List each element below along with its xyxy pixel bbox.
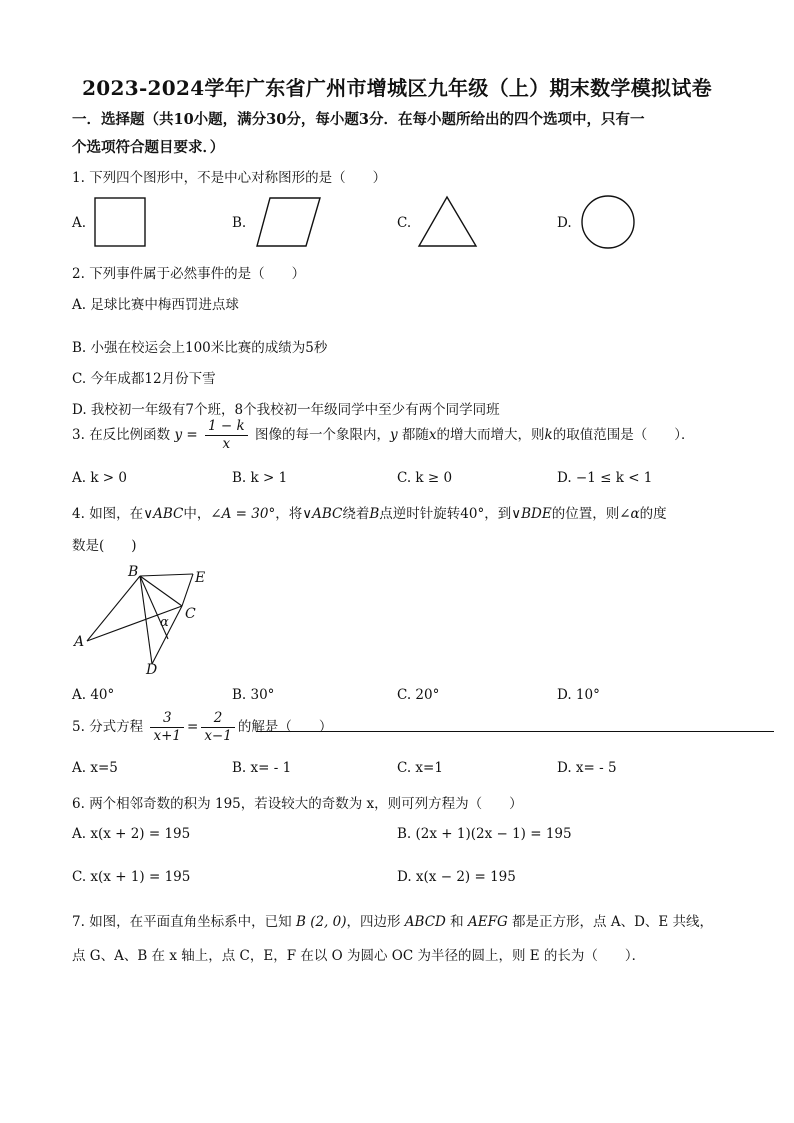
fraction-left: $\frac{3}{x+1}$ [150,710,184,745]
q2-option-a: A. 足球比赛中梅西罚进点球 [72,297,239,313]
square-figure [94,197,146,247]
question-5: 5. 分式方程 $\frac{3}{x+1}$ = $\frac{2}{x-1}$ 的解是（ ） [72,710,333,744]
question-6: 6. 两个相邻奇数的积为 195，若设较大的奇数为 x，则可列方程为（ ） [72,796,523,812]
q6-option-c: C. x(x + 1) = 195 [72,869,191,885]
q1-option-a-label: A. [72,215,87,231]
question-3: 3. 在反比例函数 y = $\frac{1 - k}{x}$ 图像的每一个象限内，y 都随x的增大而增大，则k的取值范围是（ ）． [72,418,695,452]
fraction: $\frac{1 - k}{x}$ [205,418,248,453]
q4-option-c: C. 20° [397,687,440,703]
question-4-line2: 数是( ) [72,538,137,554]
q6-option-d: D. x(x − 2) = 195 [397,869,516,885]
q3-option-c: C. k ≥ 0 [397,470,453,486]
q1-option-d-label: D. [557,215,572,231]
q6-option-b: B. (2x + 1)(2x − 1) = 195 [397,826,572,842]
question-7-line2: 点 G、A、B 在 x 轴上，点 C，E，F 在以 O 为圆心 OC 为半径的圆上，则 E 的长为（ ）． [72,948,646,964]
circle-figure [581,195,637,251]
label-c: C [185,606,196,622]
q2-option-b: B. 小强在校运会上100米比赛的成绩为5秒 [72,340,328,356]
question-7: 7. 如图，在平面直角坐标系中，已知 B (2, 0)，四边形 ABCD 和 AEFG 都是正方形，点 A、D、E 共线， [72,914,714,930]
label-a: A [74,634,85,650]
section-header-line1: 一．选择题（共10小题，满分30分，每小题3分．在每小题所给出的四个选项中，只有一 [72,111,645,128]
fraction-right: $\frac{2}{x-1}$ [201,710,235,745]
q2-option-d: D. 我校初一年级有7个班，8个我校初一年级同学中至少有两个同学同班 [72,402,500,418]
triangle-figure [418,196,478,248]
label-d: D [146,662,158,678]
q5-option-d: D. x= - 5 [557,760,617,776]
question-stem: 下列四个图形中，不是中心对称图形的是（ ） [89,170,387,186]
page-title: 2023-2024学年广东省广州市增城区九年级（上）期末数学模拟试卷 [82,76,712,100]
label-b: B [128,564,139,580]
question-1 [72,166,386,186]
triangle-rotation-figure [70,562,230,682]
q4-option-b: B. 30° [232,687,275,703]
q5-option-a: A. x=5 [72,760,118,776]
question-number: 1. [72,170,85,186]
q5-option-b: B. x= - 1 [232,760,292,776]
label-e: E [195,570,206,586]
q1-option-c-label: C. [397,215,412,231]
q3-option-b: B. k > 1 [232,470,288,486]
question-2 [72,262,305,282]
q2-option-c: C. 今年成都12月份下雪 [72,371,216,387]
q6-option-a: A. x(x + 2) = 195 [72,826,191,842]
q3-option-a: A. k > 0 [72,470,127,486]
section-header-line2: 个选项符合题目要求．） [72,139,225,156]
parallelogram-figure [256,197,322,247]
scan-rule-line [256,731,774,732]
q3-option-d: D. −1 ≤ k < 1 [557,470,653,486]
question-4: 4. 如图，在∨ABC中，∠A = 30°，将∨ABC绕着B点逆时针旋转40°，到∨BDE的位置，则∠α的度 [72,506,667,522]
q1-option-b-label: B. [232,215,247,231]
question-number: 2. [72,266,85,282]
label-alpha: α [160,615,169,630]
question-stem: 下列事件属于必然事件的是（ ） [89,266,306,282]
q4-option-d: D. 10° [557,687,600,703]
q4-option-a: A. 40° [72,687,115,703]
q5-option-c: C. x=1 [397,760,443,776]
